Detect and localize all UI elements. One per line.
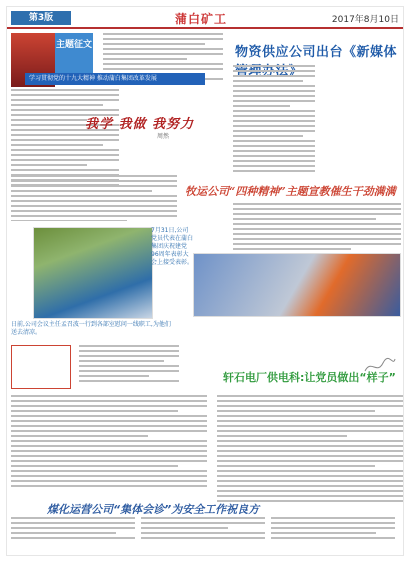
left-bottom-article-text: [11, 395, 207, 491]
decorative-signature-icon: [363, 353, 397, 377]
right-headline: 物资供应公司出台《新媒体: [235, 45, 398, 60]
photo-caption-1: 7月31日,公司党员代表在蒲白集团庆祝建党96周年表彰大会上接受表彰。: [151, 227, 194, 266]
photo-visiting-workers: [193, 253, 401, 317]
photo-caption-2: 日前,公司会议主任孟召波一行到各部室慰问一线职工,为他们送去清凉。: [11, 321, 171, 336]
right-bottom-article-text: [217, 395, 403, 507]
theme-label-box: [55, 33, 93, 73]
photo-award-ceremony: [33, 227, 153, 319]
left-byline: 周然: [157, 133, 170, 140]
page-header: [7, 7, 404, 29]
left-headline: 我学 我做 我努力: [85, 117, 195, 132]
newspaper-page: [6, 6, 404, 556]
left-article-text: [11, 89, 231, 189]
middle-headline: 牧运公司“四种精神”主题宣教催生干劲满满: [185, 185, 396, 198]
small-box-text: [79, 345, 179, 395]
right-article-text: [233, 65, 401, 175]
blue-banner: 学习贯彻党的十九大精神 推动蒲白集团改革发展: [25, 73, 205, 85]
middle-right-text: [233, 203, 401, 251]
issue-date: 2017年8月10日: [331, 15, 399, 25]
right-bottom-headline: 轩石电厂供电科:让党员做出“样子”: [223, 371, 396, 384]
masthead-title: 蒲白矿工: [175, 12, 228, 26]
page-number-label: 第3版: [11, 11, 71, 25]
bottom-article-text: [11, 517, 403, 553]
theme-label-text: 主题征文: [55, 40, 92, 50]
small-bordered-box: [11, 345, 71, 389]
middle-left-text: [11, 175, 177, 221]
bottom-headline: 煤化运营公司“集体会诊”为安全工作祝良方: [47, 503, 260, 516]
